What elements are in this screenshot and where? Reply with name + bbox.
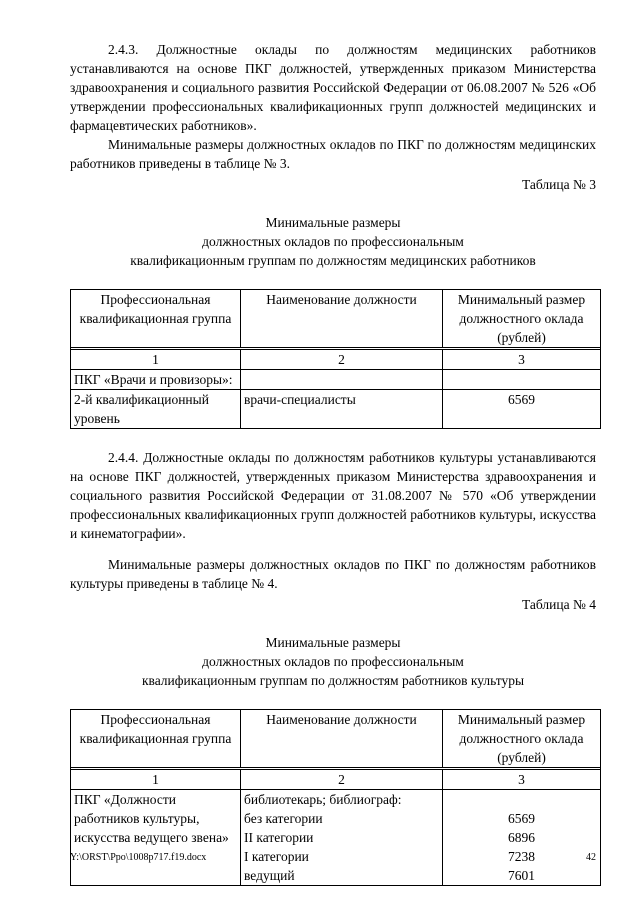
salary-cell	[443, 370, 601, 390]
position-line: ведущий	[244, 868, 295, 883]
table-3-title-line-2: должностных окладов по профессиональным	[202, 234, 464, 249]
column-number: 2	[241, 350, 443, 370]
salary-line: 6896	[508, 830, 535, 845]
table-header-row	[71, 290, 601, 348]
table-4-label: Таблица № 4	[522, 597, 596, 612]
position-cell: врачи-специалисты	[241, 390, 443, 429]
group-cell: ПКГ «Должности работников культуры, искусства ведущего звена»	[71, 790, 241, 886]
table-row	[71, 790, 601, 886]
header-cell-group: Профессиональная квалификационная группа	[71, 710, 241, 768]
column-number: 1	[71, 350, 241, 370]
file-path: Y:\ORST\Ppo\1008p717.f19.docx	[70, 852, 207, 863]
header-cell-position: Наименование должности	[241, 710, 443, 768]
salary-cell	[443, 790, 601, 886]
group-cell: ПКГ «Врачи и провизоры»:	[71, 370, 241, 390]
table-3-title-line-3: квалификационным группам по должностям медицинских работников	[130, 253, 536, 268]
header-cell-group: Профессиональная квалификационная группа	[71, 290, 241, 348]
table-3	[70, 289, 601, 429]
header-cell-salary: Минимальный размер должностного оклада (рублей)	[443, 290, 601, 348]
salary-line: 7238	[508, 849, 535, 864]
position-line: I категории	[244, 849, 309, 864]
column-number-row	[71, 770, 601, 790]
table-3-label: Таблица № 3	[522, 177, 596, 192]
page-footer	[70, 852, 596, 863]
salary-line: 7601	[508, 868, 535, 883]
column-number-row	[71, 350, 601, 370]
section-2-4-3-table-reference: Минимальные размеры должностных окладов по ПКГ по должностям медицинских работников приведены в таблице № 3.	[70, 137, 596, 171]
document-page	[70, 40, 596, 886]
salary-line: 6569	[508, 811, 535, 826]
column-number: 1	[71, 770, 241, 790]
position-line: библиотекарь; библиограф:	[244, 792, 402, 807]
salary-line	[446, 790, 597, 809]
table-row	[71, 370, 601, 390]
header-cell-position: Наименование должности	[241, 290, 443, 348]
page-number: 42	[586, 852, 596, 863]
table-3-title-line-1: Минимальные размеры	[265, 215, 401, 230]
section-2-4-4-table-reference: Минимальные размеры должностных окладов по ПКГ по должностям работников культуры приведены в таблице № 4.	[70, 557, 596, 591]
table-4-title-line-1: Минимальные размеры	[265, 635, 401, 650]
column-number: 3	[443, 350, 601, 370]
salary-cell: 6569	[443, 390, 601, 429]
position-cell	[241, 790, 443, 886]
header-cell-salary: Минимальный размер должностного оклада (рублей)	[443, 710, 601, 768]
position-line: без категории	[244, 811, 323, 826]
section-2-4-3-paragraph: 2.4.3. Должностные оклады по должностям медицинских работников устанавливаются на основе ПКГ должностей, утвержденных приказом Министерства здравоохранения и социального развития Российской Федерации от 06.08.2007 № 526 «Об утверждении профессиональных квалификационных групп должностей медицинских и фармацевтических работников».	[70, 42, 596, 133]
column-number: 2	[241, 770, 443, 790]
group-cell: 2-й квалификационный уровень	[71, 390, 241, 429]
table-row	[71, 390, 601, 429]
table-4-title-line-3: квалификационным группам по должностям работников культуры	[141, 673, 525, 688]
position-line: II категории	[244, 830, 314, 845]
section-2-4-4-paragraph: 2.4.4. Должностные оклады по должностям работников культуры устанавливаются на основе ПКГ должностей, утвержденных приказом Министерства здравоохранения и социального развития Российской Федерации от 31.08.2007 № 570 «Об утверждении профессиональных квалификационных групп должностей работников культуры, искусства и кинематографии».	[70, 450, 596, 541]
table-header-row	[71, 710, 601, 768]
position-cell	[241, 370, 443, 390]
table-4-title-line-2: должностных окладов по профессиональным	[202, 654, 464, 669]
column-number: 3	[443, 770, 601, 790]
